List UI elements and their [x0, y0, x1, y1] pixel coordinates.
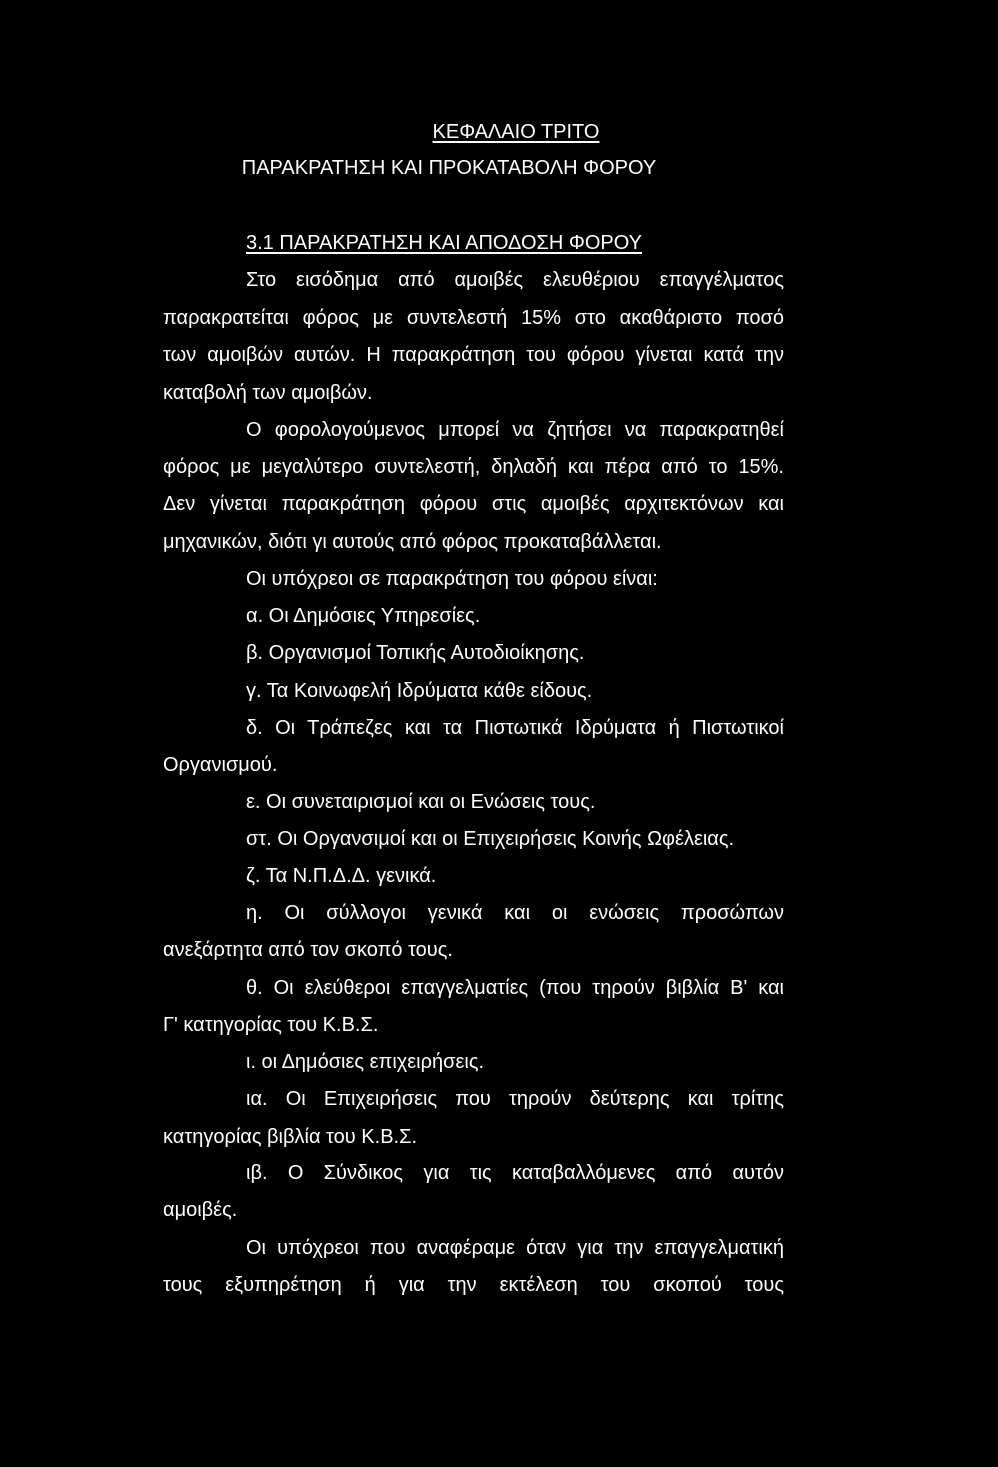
paragraph-line: τους εξυπηρέτηση ή για την εκτέλεση του σκοπού τους [163, 1274, 784, 1296]
list-item-g: γ. Τα Κοινωφελή Ιδρύματα κάθε είδους. [246, 680, 593, 702]
list-item-z: ζ. Τα Ν.Π.Δ.Δ. γενικά. [246, 865, 437, 887]
list-item-ib: ιβ. Ο Σύνδικος για τις καταβαλλόμενες από αυτόν [246, 1162, 784, 1184]
list-item-d-cont: Οργανισμού. [163, 754, 278, 776]
paragraph-line: παρακρατείται φόρος με συντελεστή 15% στο ακαθάριστο ποσό [163, 307, 784, 329]
paragraph-line: μηχανικών, διότι γι αυτούς από φόρος προκαταβάλλεται. [163, 531, 662, 553]
list-item-ia: ια. Οι Επιχειρήσεις που τηρούν δεύτερης και τρίτης [246, 1088, 784, 1110]
chapter-subtitle: ΠΑΡΑΚΡΑΤΗΣΗ ΚΑΙ ΠΡΟΚΑΤΑΒΟΛΗ ΦΟΡΟΥ [241, 157, 657, 179]
list-item-th-cont: Γ' κατηγορίας του Κ.Β.Σ. [163, 1014, 379, 1036]
section-title: 3.1 ΠΑΡΑΚΡΑΤΗΣΗ ΚΑΙ ΑΠΟΔΟΣΗ ΦΟΡΟΥ [246, 232, 642, 254]
paragraph-line: Στο εισόδημα από αμοιβές ελευθέριου επαγγέλματος [246, 269, 784, 291]
list-item-i: η. Οι σύλλογοι γενικά και οι ενώσεις προσώπων [246, 902, 784, 924]
list-item-a: α. Οι Δημόσιες Υπηρεσίες. [246, 605, 481, 627]
list-item-i-cont: ανεξάρτητα από τον σκοπό τους. [163, 939, 453, 961]
paragraph-line: των αμοιβών αυτών. Η παρακράτηση του φόρου γίνεται κατά την [163, 344, 784, 366]
paragraph-line: καταβολή των αμοιβών. [163, 382, 373, 404]
paragraph-line: Δεν γίνεται παρακράτηση φόρου στις αμοιβές αρχιτεκτόνων και [163, 493, 784, 515]
list-item-d: δ. Οι Τράπεζες και τα Πιστωτικά Ιδρύματα ή Πιστωτικοί [246, 717, 784, 739]
list-item-th: θ. Οι ελεύθεροι επαγγελματίες (που τηρούν βιβλία Β' και [246, 977, 784, 999]
list-item-b: β. Οργανισμοί Τοπικής Αυτοδιοίκησης. [246, 642, 585, 664]
paragraph-line: Οι υπόχρεοι που αναφέραμε όταν για την επαγγελματική [246, 1237, 784, 1259]
list-item-st: στ. Οι Οργανσιμοί και οι Επιχειρήσεις Κοινής Ωφέλειας. [246, 828, 735, 850]
paragraph-line: φόρος με μεγαλύτερο συντελεστή, δηλαδή και πέρα από το 15%. [163, 456, 784, 478]
paragraph-line: Ο φορολογούμενος μπορεί να ζητήσει να παρακρατηθεί [246, 419, 784, 441]
list-item-ib-cont: αμοιβές. [163, 1199, 238, 1221]
list-item-iota: ι. οι Δημόσιες επιχειρήσεις. [246, 1051, 485, 1073]
list-item-e: ε. Οι συνεταιρισμοί και οι Ενώσεις τους. [246, 791, 596, 813]
chapter-title: ΚΕΦΑΛΑΙΟ ΤΡΙΤΟ [432, 121, 600, 143]
obligors-intro: Οι υπόχρεοι σε παρακράτηση του φόρου είναι: [246, 568, 658, 590]
list-item-ia-cont: κατηγορίας βιβλία του Κ.Β.Σ. [163, 1126, 418, 1148]
